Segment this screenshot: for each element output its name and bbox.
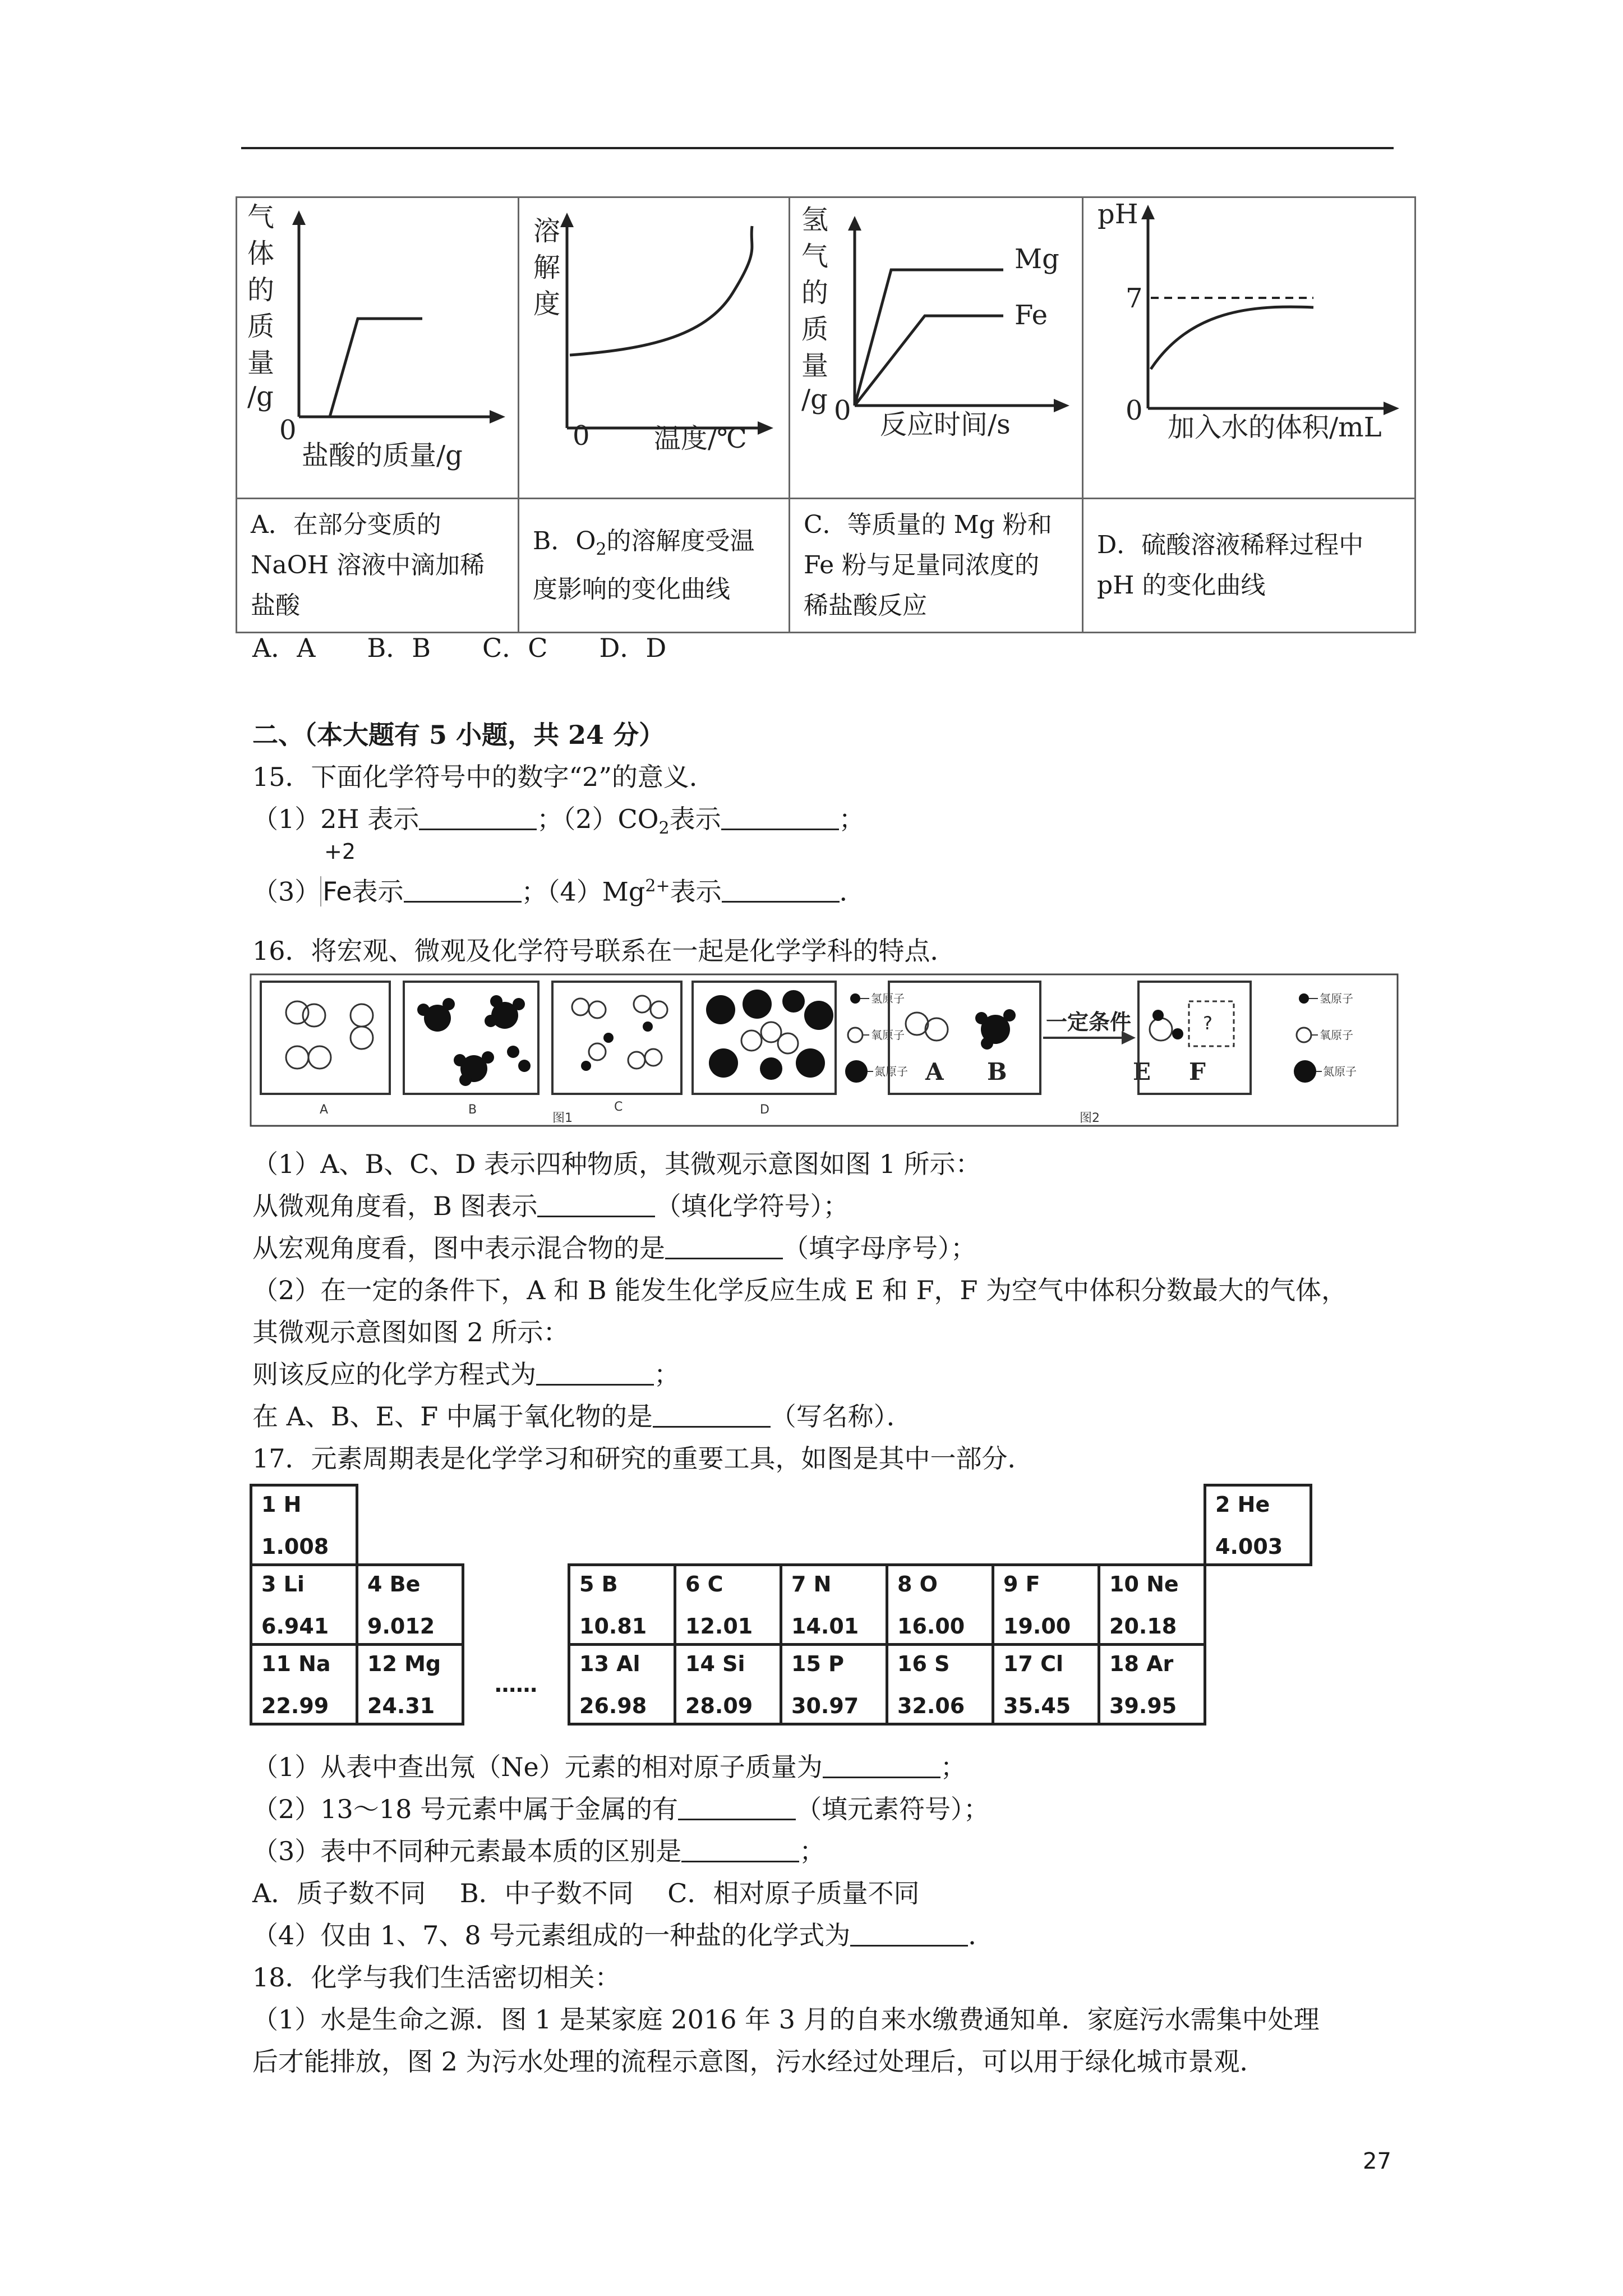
element-na: 11 Na 22.99 — [251, 1645, 357, 1724]
element-he: 2 He 4.003 — [1205, 1485, 1311, 1565]
q16-line-1: （1）A、B、C、D 表示四种物质，其微观示意图如图 1 所示： — [252, 1149, 981, 1179]
section-2-heading: 二、（本大题有 5 小题，共 24 分） — [252, 720, 665, 750]
fig1-box-a — [261, 982, 390, 1094]
element-b: 5 B 10.81 — [569, 1565, 675, 1645]
fe-line — [855, 316, 1003, 406]
caption-b: B．$O_2$的溶解度受温 度影响的变化曲线 — [519, 499, 790, 633]
svg-text:气: 气 — [801, 241, 829, 272]
q17-line-2: （2）13～18 号元素中属于金属的有 （填元素符号）； — [252, 1794, 989, 1824]
q16-figure — [250, 973, 1399, 1130]
fig2-label-e: E — [1133, 1058, 1151, 1085]
svg-text:溶: 溶 — [533, 215, 561, 247]
q14-options: A．A B．B C．C D．D — [252, 633, 667, 663]
element-c: 6 C 12.01 — [675, 1565, 781, 1645]
graph-c — [790, 198, 1082, 495]
legend2-n: 氮原子 — [1323, 1065, 1357, 1078]
element-ar: 18 Ar 39.95 — [1099, 1645, 1205, 1724]
q15-stem: 15．下面化学符号中的数字“2”的意义． — [252, 762, 715, 792]
q15-part-1: （1）2H 表示 ；$(2)CO_2$表示 ； — [252, 804, 865, 839]
q17-line-1: （1）从表中查出氖（Ne）元素的相对原子质量为 ； — [252, 1752, 966, 1782]
graph-d-xlabel: 加入水的体积/mL — [1168, 412, 1382, 443]
element-si: 14 Si 28.09 — [675, 1645, 781, 1724]
header-rule — [241, 147, 1394, 149]
fig2-caption: 图2 — [1080, 1111, 1100, 1125]
element-ne: 10 Ne 20.18 — [1099, 1565, 1205, 1645]
caption-a: A．在部分变质的 NaOH 溶液中滴加稀 盐酸 — [237, 499, 519, 633]
graph-d-cell — [1083, 197, 1415, 499]
fig2-label-b: B — [987, 1058, 1007, 1085]
element-n: 7 N 14.01 — [781, 1565, 887, 1645]
element-s: 16 S 32.06 — [887, 1645, 993, 1724]
fig1-caption: 图1 — [552, 1111, 573, 1125]
q16-line-6: 则该反应的化学方程式为 ； — [252, 1359, 680, 1389]
series-fe-label: Fe — [1015, 300, 1048, 331]
graph-b-origin: 0 — [573, 420, 590, 452]
legend2-h: 氢原子 — [1320, 992, 1353, 1005]
legend1-n: 氮原子 — [874, 1065, 908, 1078]
element-al: 13 Al 26.98 — [569, 1645, 675, 1724]
graph-c-xlabel: 反应时间/s — [880, 409, 1011, 440]
svg-text:体: 体 — [247, 238, 275, 269]
legend1-h: 氢原子 — [871, 992, 905, 1005]
svg-text:氢: 氢 — [801, 204, 829, 236]
element-be: 4 Be 9.012 — [357, 1565, 463, 1645]
graph-d-curve — [1151, 307, 1313, 369]
graph-a-curve — [330, 319, 422, 417]
element-f: 9 F 19.00 — [993, 1565, 1099, 1645]
series-mg-label: Mg — [1015, 243, 1059, 275]
svg-text:质: 质 — [801, 314, 829, 345]
graph-b-curve — [570, 226, 752, 355]
graph-a — [237, 198, 518, 495]
svg-text:质: 质 — [247, 311, 275, 342]
svg-text:度: 度 — [533, 288, 561, 320]
graph-d-mark: 7 — [1126, 283, 1143, 314]
graph-d — [1083, 198, 1414, 495]
fig1-label-a: A — [320, 1103, 329, 1117]
q16-stem: 16．将宏观、微观及化学符号联系在一起是化学学科的特点． — [252, 936, 956, 966]
graph-c-cell — [790, 197, 1083, 499]
fig1-label-b: B — [468, 1103, 477, 1117]
graph-a-xlabel: 盐酸的质量/g — [302, 440, 463, 471]
fig1-label-c: C — [614, 1100, 623, 1114]
fig1-label-d: D — [760, 1103, 769, 1117]
legend1-o: 氧原子 — [871, 1028, 905, 1042]
q18-line-2: 后才能排放，图 2 为污水处理的流程示意图，污水经过处理后，可以用于绿化城市景观． — [252, 2046, 1266, 2077]
element-o: 8 O 16.00 — [887, 1565, 993, 1645]
graph-a-origin: 0 — [279, 415, 297, 446]
q17-stem: 17．元素周期表是化学学习和研究的重要工具，如图是其中一部分． — [252, 1443, 1034, 1474]
fig2-box-ab — [889, 982, 1040, 1094]
svg-text:解: 解 — [533, 252, 561, 283]
fig2-label-f: F — [1189, 1058, 1206, 1085]
ellipsis: …… — [495, 1672, 537, 1697]
graph-a-cell — [237, 197, 519, 499]
element-li: 3 Li 6.941 — [251, 1565, 357, 1645]
fig2-label-a: A — [925, 1058, 944, 1085]
graph-b-xlabel: 温度/℃ — [654, 423, 747, 454]
unknown-molecule-mark: ? — [1203, 1013, 1212, 1034]
q17-options: A．质子数不同 B．中子数不同 C．相对原子质量不同 — [252, 1878, 920, 1908]
reaction-condition: 一定条件 — [1046, 1009, 1132, 1034]
q15-part-2: （3）Fe表示 ；$(4)Mg^{2+}$表示 ． — [252, 876, 865, 907]
graph-b-cell — [519, 197, 790, 499]
svg-text:的: 的 — [247, 274, 275, 306]
svg-text:/g: /g — [247, 381, 274, 412]
svg-text:量: 量 — [247, 347, 275, 379]
mg-line — [855, 270, 1003, 406]
fe-charge: +2 — [324, 839, 356, 864]
q16-line-5: 其微观示意图如图 2 所示： — [252, 1317, 569, 1347]
q16-line-7: 在 A、B、E、F 中属于氧化物的是 （写名称）． — [252, 1401, 912, 1432]
fig1-box-c — [552, 982, 681, 1094]
q17-line-4: （4）仅由 1、7、8 号元素组成的一种盐的化学式为 ． — [252, 1920, 994, 1950]
periodic-table — [250, 1484, 1312, 1726]
q18-line-1: （1）水是生命之源．图 1 是某家庭 2016 年 3 月的自来水缴费通知单．家庭污水需集中处理 — [252, 2004, 1320, 2035]
element-mg: 12 Mg 24.31 — [357, 1645, 463, 1724]
fe-symbol: Fe — [320, 876, 352, 907]
svg-text:/g: /g — [801, 384, 828, 415]
q17-line-3: （3）表中不同种元素最本质的区别是 ； — [252, 1836, 826, 1866]
graph-d-origin: 0 — [1126, 395, 1143, 426]
element-p: 15 P 30.97 — [781, 1645, 887, 1724]
element-h: 1 H 1.008 — [251, 1485, 357, 1565]
svg-text:量: 量 — [801, 350, 829, 381]
q16-line-4: （2）在一定的条件下，A 和 B 能发生化学反应生成 E 和 F，F 为空气中体积分数最大的气体， — [252, 1275, 1348, 1305]
page-number: 27 — [1363, 2148, 1391, 2174]
q16-line-2: 从微观角度看，B 图表示 （填化学符号）； — [252, 1191, 849, 1221]
q18-stem: 18．化学与我们生活密切相关： — [252, 1962, 621, 1993]
q14-table — [236, 196, 1416, 633]
element-cl: 17 Cl 35.45 — [993, 1645, 1099, 1724]
legend2-o: 氧原子 — [1320, 1028, 1353, 1042]
graph-b — [519, 198, 789, 495]
caption-c: C．等质量的 Mg 粉和 Fe 粉与足量同浓度的 稀盐酸反应 — [790, 499, 1083, 633]
graph-c-origin: 0 — [834, 395, 851, 426]
graph-d-ylabel: pH — [1098, 199, 1138, 230]
caption-d: D．硫酸溶液稀释过程中 pH 的变化曲线 — [1083, 499, 1415, 633]
graph-a-ylabel-1: 气 — [247, 201, 275, 233]
q16-line-3: 从宏观角度看，图中表示混合物的是 （填字母序号）； — [252, 1233, 976, 1263]
svg-text:的: 的 — [801, 277, 829, 309]
